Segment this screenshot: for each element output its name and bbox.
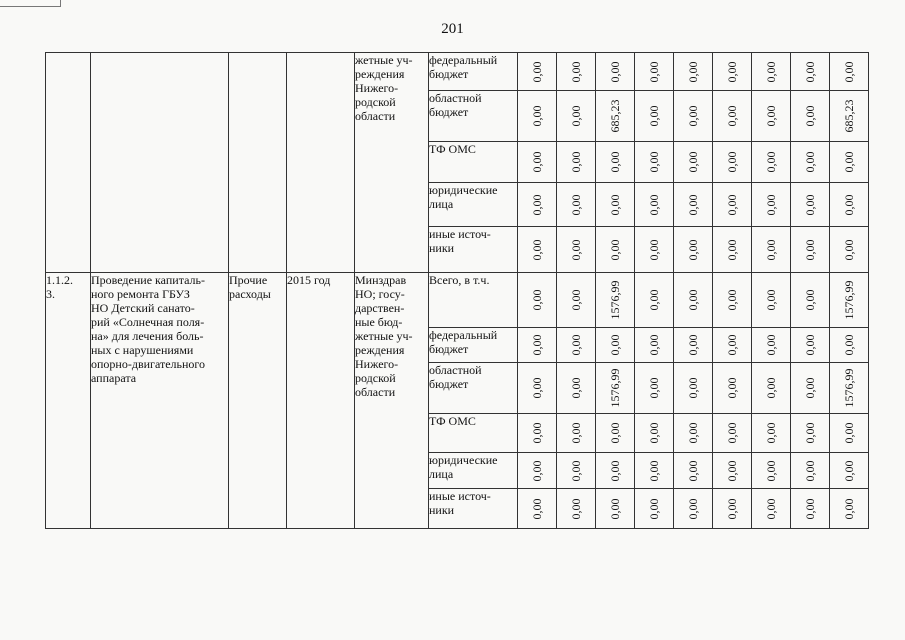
value-cell	[752, 363, 791, 414]
value-text: 0,00	[608, 239, 622, 260]
value-text: 0,00	[686, 460, 700, 481]
value-cell	[518, 328, 557, 363]
value-text: 0,00	[647, 498, 661, 519]
value-cell	[557, 328, 596, 363]
funding-source: юридические лица	[429, 453, 518, 489]
value-text: 0,00	[725, 61, 739, 82]
page-number: 201	[441, 21, 464, 37]
value-cell	[635, 363, 674, 414]
value-text: 0,00	[803, 377, 817, 399]
value-cell	[830, 363, 869, 414]
value-text: 0,00	[569, 61, 583, 82]
value-text: 0,00	[725, 498, 739, 519]
value-cell	[830, 142, 869, 183]
table-row	[46, 273, 869, 328]
value-text: 0,00	[647, 239, 661, 260]
value-text: 0,00	[686, 422, 700, 444]
value-cell	[791, 489, 830, 529]
value-cell	[713, 363, 752, 414]
value-text: 0,00	[842, 194, 856, 215]
value-cell	[635, 142, 674, 183]
value-cell	[830, 453, 869, 489]
value-text: 0,00	[686, 61, 700, 82]
value-text: 0,00	[803, 194, 817, 215]
value-cell	[713, 328, 752, 363]
value-text: 0,00	[725, 289, 739, 311]
value-cell	[518, 273, 557, 328]
value-text: 0,00	[842, 460, 856, 481]
value-cell	[674, 183, 713, 227]
value-cell	[791, 414, 830, 453]
table-body	[46, 53, 869, 529]
value-cell	[674, 142, 713, 183]
value-text: 0,00	[530, 377, 544, 399]
value-cell	[557, 489, 596, 529]
value-text: 0,00	[647, 460, 661, 481]
value-cell	[713, 453, 752, 489]
value-text: 0,00	[569, 289, 583, 311]
value-cell	[830, 183, 869, 227]
value-cell	[557, 453, 596, 489]
value-cell	[557, 363, 596, 414]
value-cell	[518, 453, 557, 489]
value-text: 0,00	[842, 61, 856, 82]
value-cell	[596, 453, 635, 489]
value-text: 0,00	[569, 151, 583, 173]
funding-source: юридические лица	[429, 183, 518, 227]
value-cell	[752, 328, 791, 363]
value-cell	[791, 142, 830, 183]
value-text: 0,00	[686, 377, 700, 399]
value-cell	[557, 142, 596, 183]
value-text: 0,00	[764, 498, 778, 519]
value-text: 0,00	[608, 151, 622, 173]
value-text: 0,00	[725, 194, 739, 215]
value-cell	[713, 142, 752, 183]
value-cell	[596, 363, 635, 414]
value-cell	[596, 91, 635, 142]
value-text: 0,00	[803, 498, 817, 519]
value-cell	[518, 91, 557, 142]
value-text: 0,00	[569, 377, 583, 399]
value-text: 0,00	[647, 289, 661, 311]
value-cell	[791, 53, 830, 91]
value-text: 0,00	[569, 105, 583, 127]
value-cell	[752, 91, 791, 142]
value-text: 0,00	[608, 61, 622, 82]
value-cell	[596, 273, 635, 328]
value-text: 685,23	[608, 99, 622, 133]
value-cell	[752, 53, 791, 91]
funding-source: иные источ- ники	[429, 489, 518, 529]
value-text: 0,00	[803, 334, 817, 356]
value-text: 0,00	[725, 460, 739, 481]
value-text: 0,00	[647, 194, 661, 215]
value-text: 0,00	[764, 105, 778, 127]
value-text: 0,00	[530, 289, 544, 311]
value-text: 0,00	[530, 151, 544, 173]
value-cell	[674, 363, 713, 414]
value-text: 0,00	[803, 239, 817, 260]
cell-number	[46, 53, 91, 273]
value-text: 0,00	[725, 334, 739, 356]
value-text: 0,00	[803, 460, 817, 481]
value-text: 0,00	[725, 105, 739, 127]
value-cell	[674, 91, 713, 142]
value-text: 0,00	[569, 422, 583, 444]
value-cell	[596, 142, 635, 183]
cell-category: Прочие расходы	[229, 273, 287, 529]
cell-number: 1.1.2. 3.	[46, 273, 91, 529]
value-text: 0,00	[842, 422, 856, 444]
value-cell	[752, 142, 791, 183]
value-cell	[791, 453, 830, 489]
value-text: 0,00	[803, 422, 817, 444]
value-cell	[557, 91, 596, 142]
value-text: 0,00	[764, 422, 778, 444]
value-text: 0,00	[569, 460, 583, 481]
value-cell	[830, 414, 869, 453]
value-text: 0,00	[725, 151, 739, 173]
value-text: 0,00	[842, 239, 856, 260]
value-text: 0,00	[764, 61, 778, 82]
value-cell	[635, 183, 674, 227]
value-text: 0,00	[842, 151, 856, 173]
value-cell	[635, 273, 674, 328]
funding-source: ТФ ОМС	[429, 414, 518, 453]
value-text: 0,00	[764, 289, 778, 311]
value-text: 0,00	[569, 334, 583, 356]
value-cell	[791, 363, 830, 414]
value-text: 0,00	[686, 194, 700, 215]
value-cell	[635, 91, 674, 142]
value-text: 1576,99	[608, 368, 622, 408]
value-cell	[830, 273, 869, 328]
value-cell	[596, 227, 635, 273]
corner-mark	[0, 0, 61, 7]
value-cell	[557, 273, 596, 328]
value-cell	[752, 453, 791, 489]
value-text: 0,00	[764, 151, 778, 173]
value-cell	[596, 328, 635, 363]
value-text: 0,00	[569, 239, 583, 260]
value-text: 0,00	[608, 498, 622, 519]
value-cell	[830, 91, 869, 142]
funding-source: Всего, в т.ч.	[429, 273, 518, 328]
cell-executor: Минздрав НО; госу- дарствен- ные бюд- жетные уч- реждения Нижего- родской области	[355, 273, 429, 529]
value-text: 0,00	[803, 61, 817, 82]
value-text: 0,00	[647, 61, 661, 82]
value-text: 0,00	[803, 151, 817, 173]
value-text: 685,23	[842, 99, 856, 133]
value-text: 0,00	[530, 498, 544, 519]
budget-table	[45, 52, 869, 529]
funding-source: областной бюджет	[429, 363, 518, 414]
funding-source: федеральный бюджет	[429, 328, 518, 363]
value-text: 0,00	[764, 194, 778, 215]
value-text: 0,00	[842, 498, 856, 519]
value-cell	[518, 489, 557, 529]
value-text: 0,00	[647, 422, 661, 444]
value-cell	[830, 328, 869, 363]
value-cell	[713, 273, 752, 328]
value-text: 0,00	[608, 422, 622, 444]
value-cell	[674, 489, 713, 529]
cell-name	[91, 53, 229, 273]
value-text: 0,00	[530, 239, 544, 260]
funding-source: федеральный бюджет	[429, 53, 518, 91]
value-text: 0,00	[725, 422, 739, 444]
value-cell	[830, 489, 869, 529]
value-text: 0,00	[764, 377, 778, 399]
value-text: 0,00	[569, 194, 583, 215]
funding-source: ТФ ОМС	[429, 142, 518, 183]
value-cell	[791, 227, 830, 273]
value-text: 0,00	[530, 105, 544, 127]
value-text: 0,00	[608, 194, 622, 215]
value-text: 0,00	[686, 151, 700, 173]
value-cell	[713, 489, 752, 529]
value-text: 0,00	[842, 334, 856, 356]
value-text: 0,00	[764, 460, 778, 481]
value-cell	[518, 142, 557, 183]
value-text: 0,00	[725, 377, 739, 399]
value-cell	[752, 183, 791, 227]
value-cell	[635, 53, 674, 91]
value-text: 0,00	[647, 377, 661, 399]
value-cell	[635, 227, 674, 273]
value-text: 0,00	[686, 105, 700, 127]
value-cell	[635, 489, 674, 529]
value-cell	[518, 227, 557, 273]
value-text: 0,00	[569, 498, 583, 519]
value-text: 0,00	[725, 239, 739, 260]
value-cell	[557, 53, 596, 91]
value-cell	[752, 414, 791, 453]
value-cell	[791, 91, 830, 142]
value-cell	[752, 227, 791, 273]
value-cell	[635, 453, 674, 489]
value-cell	[713, 227, 752, 273]
funding-source: областной бюджет	[429, 91, 518, 142]
value-cell	[596, 414, 635, 453]
table-row	[46, 53, 869, 91]
value-cell	[518, 53, 557, 91]
value-cell	[635, 328, 674, 363]
value-text: 0,00	[530, 334, 544, 356]
value-cell	[674, 453, 713, 489]
value-text: 0,00	[608, 334, 622, 356]
value-cell	[557, 227, 596, 273]
value-cell	[674, 53, 713, 91]
value-text: 0,00	[647, 151, 661, 173]
value-cell	[713, 91, 752, 142]
value-text: 0,00	[764, 239, 778, 260]
value-cell	[791, 328, 830, 363]
value-text: 0,00	[803, 289, 817, 311]
value-cell	[713, 414, 752, 453]
value-text: 0,00	[686, 289, 700, 311]
value-cell	[791, 273, 830, 328]
value-cell	[791, 183, 830, 227]
cell-category	[229, 53, 287, 273]
value-cell	[830, 227, 869, 273]
value-text: 1576,99	[842, 280, 856, 320]
value-cell	[518, 183, 557, 227]
cell-executor: жетные уч- реждения Нижего- родской области	[355, 53, 429, 273]
value-text: 1576,99	[842, 368, 856, 408]
value-cell	[635, 414, 674, 453]
cell-name: Проведение капиталь- ного ремонта ГБУЗ НО Детский санато- рий «Солнечная поля- на» для лечения боль- ных с нарушениями опорно-двигательного аппарата	[91, 273, 229, 529]
value-text: 0,00	[803, 105, 817, 127]
value-cell	[674, 273, 713, 328]
value-text: 0,00	[647, 105, 661, 127]
value-text: 0,00	[647, 334, 661, 356]
value-cell	[596, 53, 635, 91]
value-cell	[713, 53, 752, 91]
value-text: 0,00	[530, 194, 544, 215]
value-text: 0,00	[686, 334, 700, 356]
value-cell	[713, 183, 752, 227]
value-text: 0,00	[686, 239, 700, 260]
value-cell	[674, 227, 713, 273]
cell-year: 2015 год	[287, 273, 355, 529]
value-text: 0,00	[608, 460, 622, 481]
value-cell	[674, 414, 713, 453]
value-cell	[518, 363, 557, 414]
value-text: 0,00	[764, 334, 778, 356]
value-text: 0,00	[530, 422, 544, 444]
value-cell	[557, 414, 596, 453]
value-text: 1576,99	[608, 280, 622, 320]
value-cell	[596, 489, 635, 529]
value-cell	[752, 273, 791, 328]
value-text: 0,00	[530, 460, 544, 481]
value-cell	[752, 489, 791, 529]
value-cell	[674, 328, 713, 363]
funding-source: иные источ- ники	[429, 227, 518, 273]
value-cell	[596, 183, 635, 227]
value-cell	[830, 53, 869, 91]
value-text: 0,00	[686, 498, 700, 519]
value-cell	[557, 183, 596, 227]
value-text: 0,00	[530, 61, 544, 82]
value-cell	[518, 414, 557, 453]
cell-year	[287, 53, 355, 273]
